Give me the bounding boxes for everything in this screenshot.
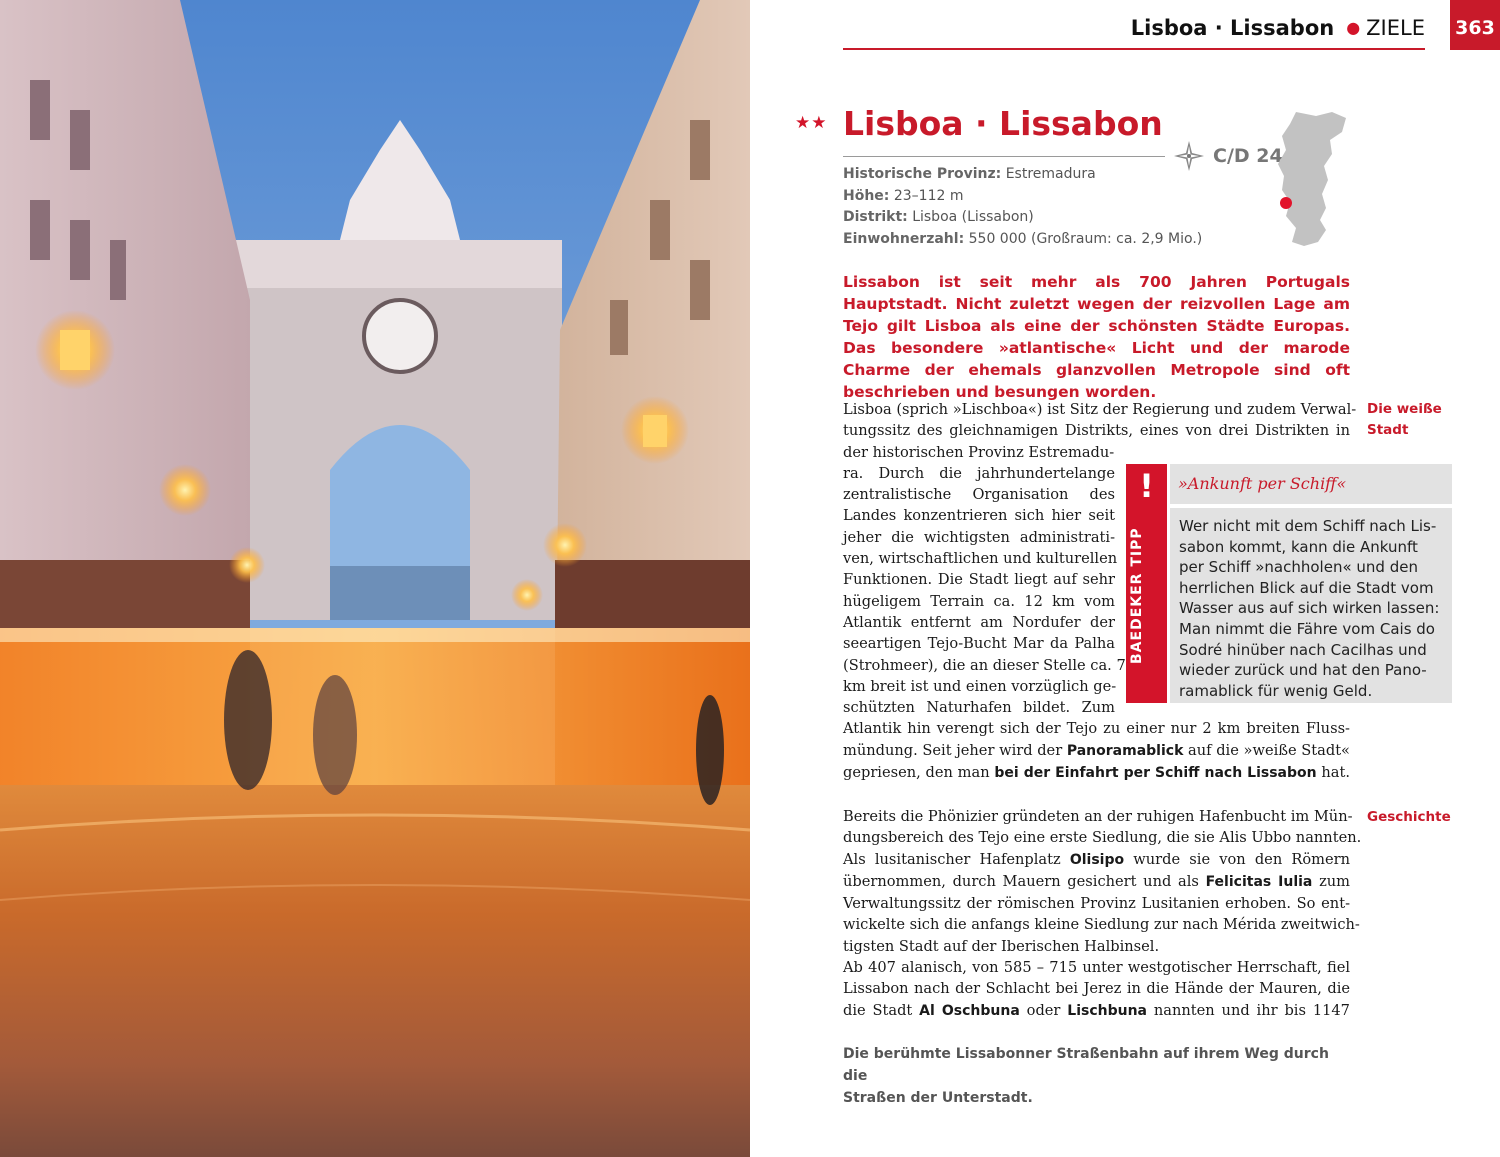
- text-line: tigsten Stadt auf der Iberischen Halbinsel.: [843, 937, 1160, 955]
- text-line: gepriesen, den man bei der Einfahrt per Schiff nach Lissabon hat.: [843, 764, 1350, 782]
- text-line: übernommen, durch Mauern gesichert und als Felicitas Iulia zum: [843, 872, 1350, 890]
- text-line: jeher die wichtigsten administrati-: [843, 528, 1115, 546]
- text-line: Funktionen. Die Stadt liegt auf sehr: [843, 571, 1115, 589]
- page-title: Lisboa · Lissabon: [843, 104, 1163, 143]
- keyword-al-oschbuna: Al Oschbuna: [919, 1002, 1020, 1019]
- keyword-panoramablick: Panoramablick: [1066, 742, 1184, 759]
- title-rule: [843, 156, 1165, 157]
- bullet-dot-icon: ●: [1346, 18, 1361, 37]
- portugal-map-icon: [1274, 108, 1354, 254]
- keyword-lischbuna: Lischbuna: [1067, 1002, 1148, 1019]
- text-line: die Stadt Al Oschbuna oder Lischbuna nannten und ihr bis 1147: [843, 1001, 1350, 1019]
- text-line: dungsbereich des Tejo eine erste Siedlung, die sie Alis Ubbo nannten.: [843, 829, 1362, 847]
- text-line: wickelte sich die anfangs kleine Siedlung zur nach Mérida zweitwich-: [843, 916, 1360, 934]
- text-line: zentralistische Organisation des: [843, 486, 1115, 504]
- tip-label: BAEDEKER TIPP: [1129, 527, 1145, 664]
- baedeker-tip-box: [1126, 464, 1452, 703]
- text-line: km breit ist und einen vorzüglich ge-: [843, 677, 1117, 695]
- photo-caption: Die berühmte Lissabonner Straßenbahn auf ihrem Weg durch die Straßen der Unterstadt.: [843, 1046, 1329, 1106]
- text-line: Als lusitanischer Hafenplatz Olisipo wurde sie von den Römern: [843, 850, 1350, 868]
- map-grid-reference: C/D 24: [1213, 145, 1283, 167]
- header-rule: [843, 48, 1425, 50]
- exclamation-icon: !: [1139, 467, 1154, 505]
- fact-province: Historische Provinz: Estremadura: [843, 166, 1096, 182]
- keyword-olisipo: Olisipo: [1069, 851, 1125, 868]
- text-line: Lissabon nach der Schlacht bei Jerez in die Hände der Mauren, die: [843, 980, 1350, 998]
- text-line: schützten Naturhafen bildet. Zum: [843, 699, 1115, 717]
- running-head-section: ZIELE: [1366, 16, 1425, 40]
- rating-stars: ★★: [795, 113, 828, 133]
- facts-list: [843, 164, 1202, 250]
- tip-text: Wer nicht mit dem Schiff nach Lis- sabon kommt, kann die Ankunft per Schiff »nachholen« und den herrlichen Blick auf die Stadt vom Wasser aus auf sich wirken lassen: Man nimmt die Fähre vom Cais do Sodré hinüber nach Cacilhas und wieder zurück und hat den Pano- ramablick für wenig Geld.: [1170, 508, 1452, 703]
- fact-district: Distrikt: Lisboa (Lissabon): [843, 209, 1034, 225]
- page-number: 363: [1450, 0, 1500, 50]
- text-line: mündung. Seit jeher wird der Panoramablick auf die »weiße Stadt«: [843, 741, 1350, 759]
- text-line: hügeligem Terrain ca. 12 km vom: [843, 592, 1115, 610]
- margin-note-weisse-stadt: Die weiße Stadt: [1367, 401, 1442, 438]
- text-line: ven, wirtschaftlichen und kulturellen: [843, 550, 1118, 568]
- text-line: Ab 407 alanisch, von 585 – 715 unter westgotischer Herrschaft, fiel: [843, 959, 1350, 977]
- text-line: Atlantik hin verengt sich der Tejo zu einer nur 2 km breiten Fluss-: [843, 720, 1350, 738]
- keyword-felicitas-iulia: Felicitas Iulia: [1205, 873, 1313, 890]
- tip-title: »Ankunft per Schiff«: [1170, 464, 1452, 504]
- text-line: Verwaltungssitz der römischen Provinz Lusitanien erhoben. So ent-: [843, 895, 1350, 913]
- fact-population: Einwohnerzahl: 550 000 (Großraum: ca. 2,9 Mio.): [843, 230, 1203, 247]
- text-line: seeartigen Tejo-Bucht Mar da Palha: [843, 635, 1115, 653]
- text-line: Lisboa (sprich »Lischboa«) ist Sitz der Regierung und zudem Verwal-: [843, 401, 1357, 418]
- text-line: Bereits die Phönizier gründeten an der ruhigen Hafenbucht im Mün-: [843, 808, 1353, 825]
- text-line: ra. Durch die jahrhundertelange: [843, 464, 1115, 482]
- intro-paragraph: Lissabon ist seit mehr als 700 Jahren Portugals Hauptstadt. Nicht zuletzt wegen der reizvollen Lage am Tejo gilt Lisboa als eine der schönsten Städte Europas. Das besondere »atlantische« Licht und der marode Charme der ehemals glanzvollen Metropole sind oft beschrieben und besungen worden.: [843, 273, 1350, 401]
- text-line: der historischen Provinz Estremadu-: [843, 443, 1115, 461]
- running-head-place: Lisboa · Lissabon: [1130, 16, 1335, 40]
- margin-note-geschichte: Geschichte: [1367, 809, 1451, 825]
- text-line: Landes konzentrieren sich hier seit: [843, 507, 1115, 525]
- text-line: Atlantik entfernt am Nordufer der: [843, 613, 1115, 631]
- body-paragraph-2: [843, 806, 1362, 1022]
- keyword-einfahrt: bei der Einfahrt per Schiff nach Lissabon: [994, 765, 1317, 782]
- fact-altitude: Höhe: 23–112 m: [843, 187, 964, 204]
- running-head: [843, 16, 1425, 46]
- text-line: (Strohmeer), die an dieser Stelle ca. 7: [843, 656, 1126, 674]
- text-line: tungssitz des gleichnamigen Distrikts, eines von drei Distrikten in: [843, 422, 1350, 440]
